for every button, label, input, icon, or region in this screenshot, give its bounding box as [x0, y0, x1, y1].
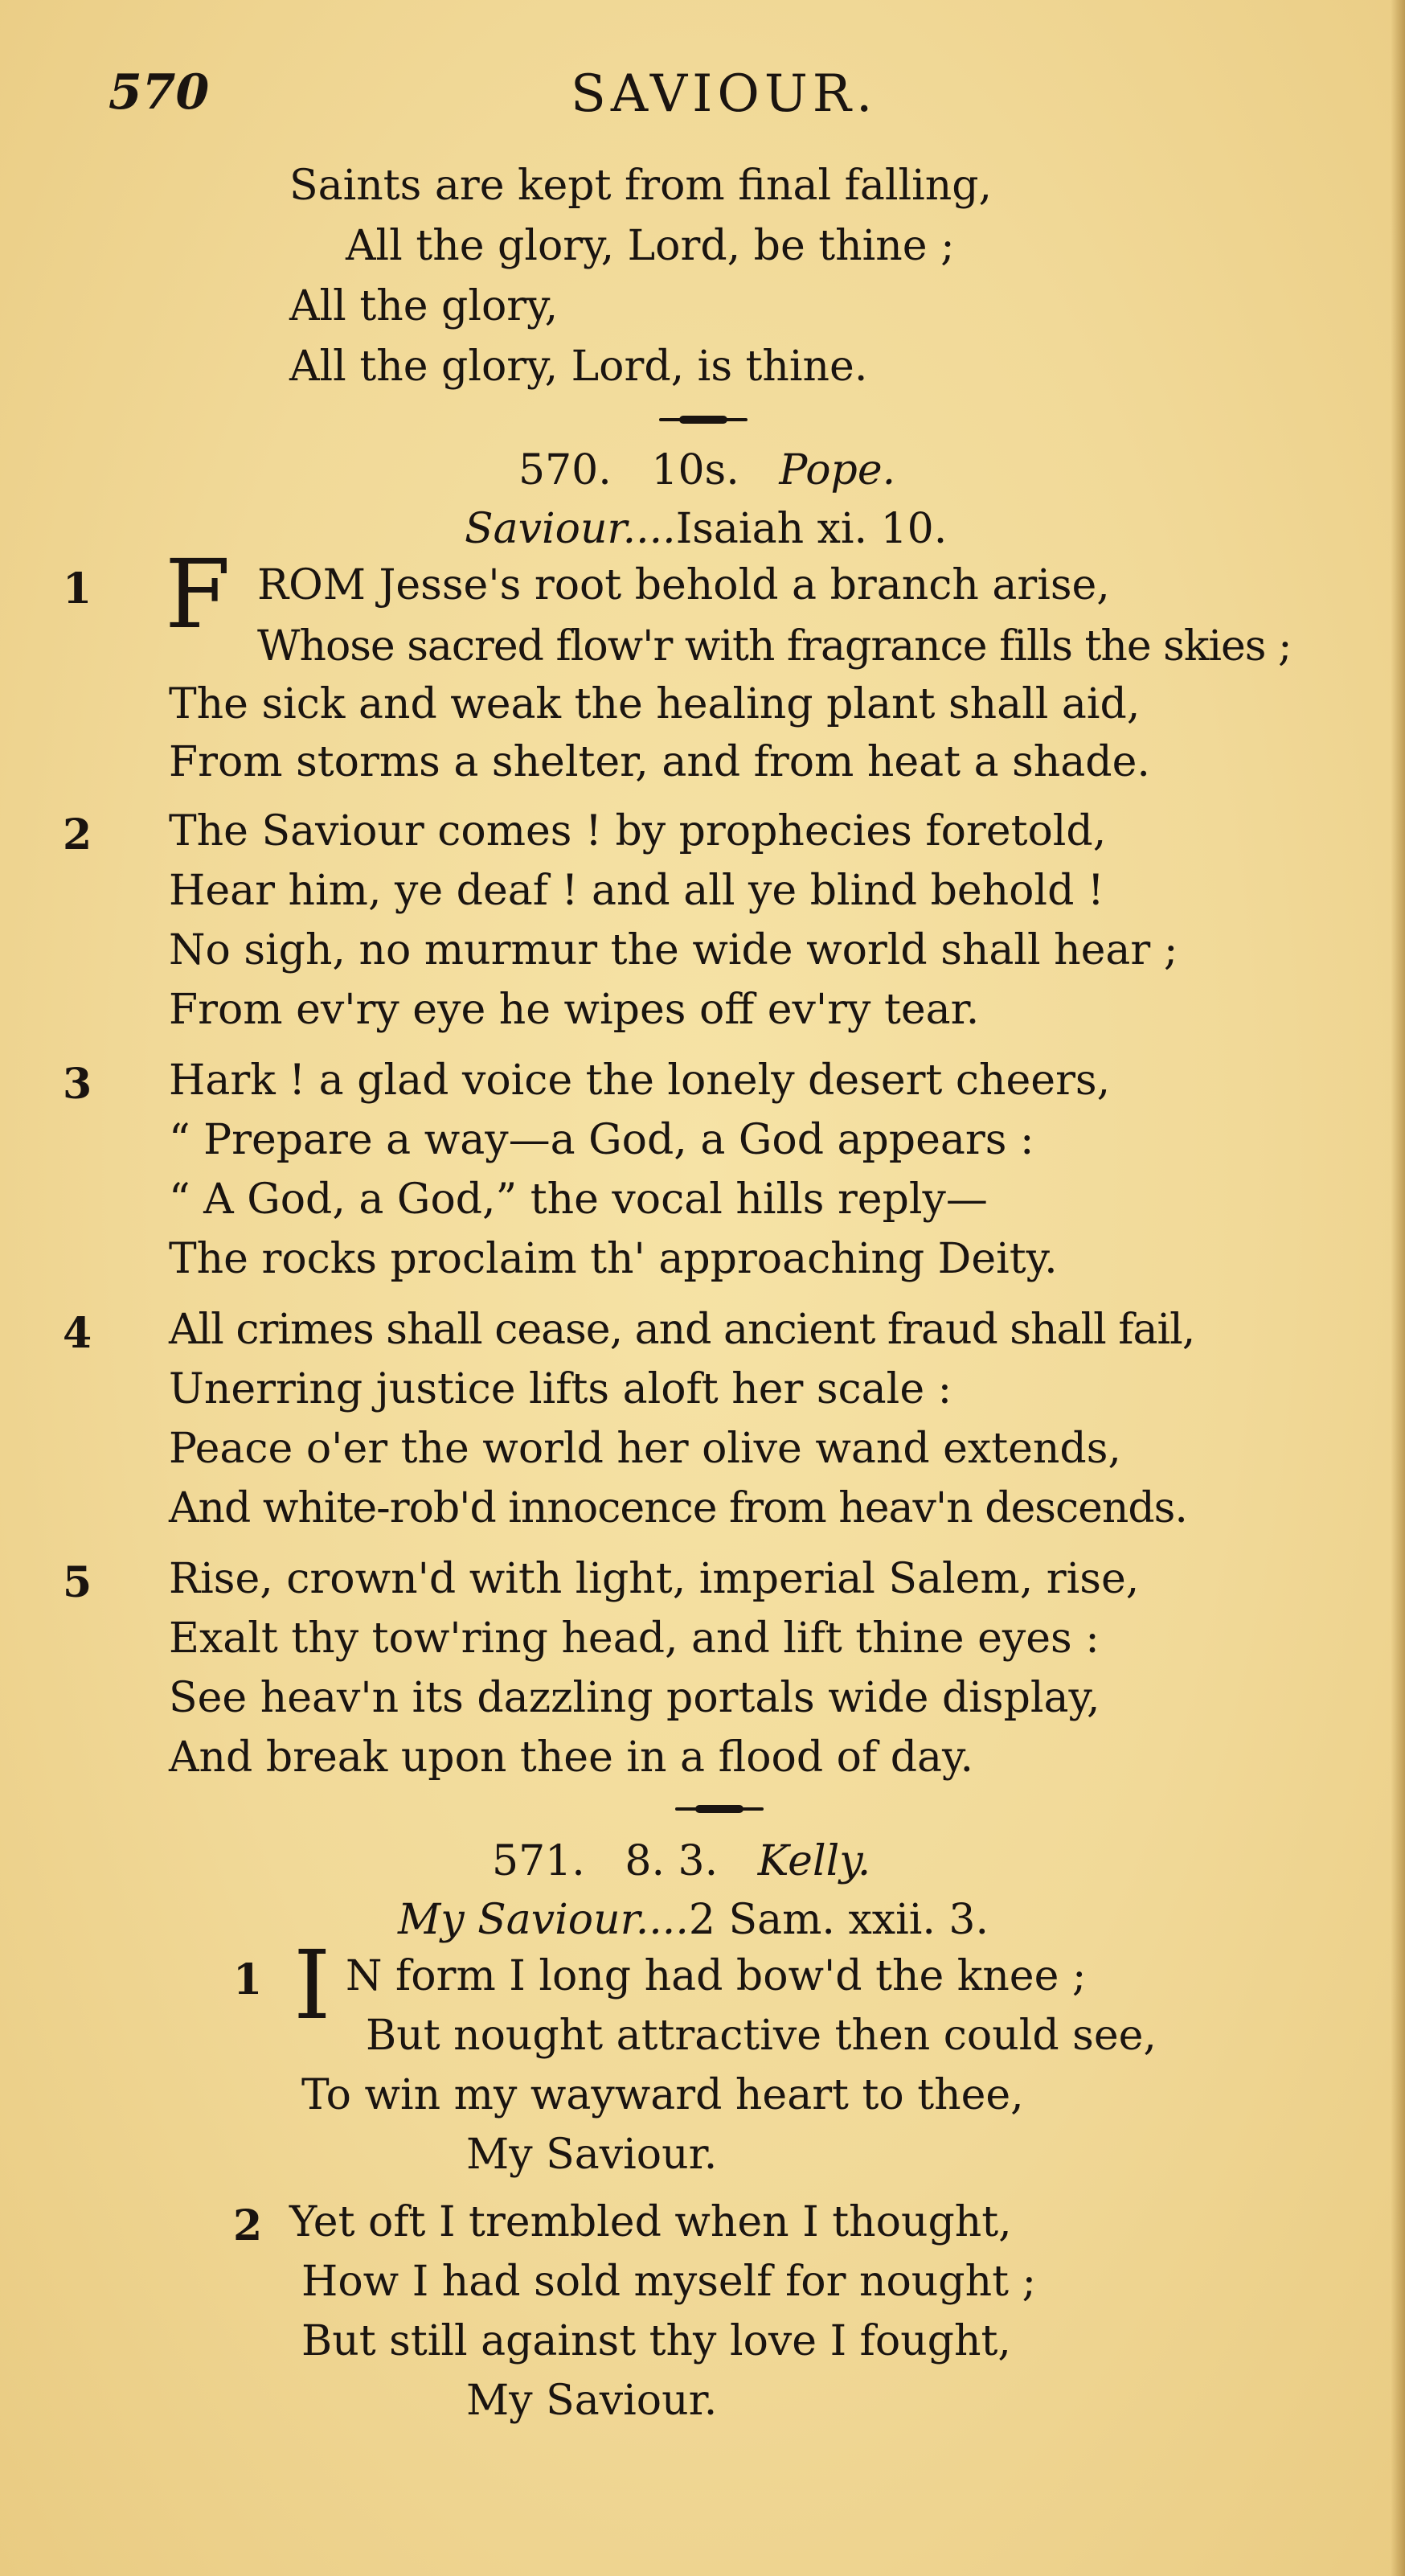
verse-number: 1 [233, 1955, 263, 2004]
previous-hymn-line: Saints are kept from final falling, [289, 162, 993, 210]
verse-line: “ Prepare a way—a God, a God appears : [169, 1116, 1034, 1164]
section-divider [675, 1807, 764, 1811]
verse-line: Rise, crown'd with light, imperial Salem, rise, [169, 1555, 1140, 1603]
verse-number: 5 [63, 1558, 92, 1607]
previous-hymn-line: All the glory, [289, 282, 559, 330]
hymn-571-subject-line [398, 1896, 989, 1944]
verse-number: 2 [233, 2201, 263, 2250]
verse-line: Yet oft I trembled when I thought, [289, 2198, 1012, 2246]
page-edge [1391, 0, 1405, 2576]
verse-line: Hear him, ye deaf ! and all ye blind behold ! [169, 867, 1104, 915]
verse-line: “ A God, a God,” the vocal hills reply— [169, 1175, 988, 1224]
verse-line: My Saviour. [466, 2377, 718, 2425]
verse-number: 3 [63, 1060, 92, 1109]
verse-line: Exalt thy tow'ring head, and lift thine eyes : [169, 1614, 1100, 1663]
verse-line: To win my wayward heart to thee, [301, 2071, 1024, 2119]
verse-number: 4 [63, 1309, 92, 1358]
verse-number: 2 [63, 810, 92, 859]
hymn-subject: Saviour.... [465, 505, 676, 553]
verse-line: Whose sacred flow'r with fragrance fills the skies ; [257, 622, 1292, 671]
verse-line: And break upon thee in a flood of day. [169, 1733, 974, 1782]
verse-line: No sigh, no murmur the wide world shall hear ; [169, 926, 1178, 974]
scripture-reference: 2 Sam. xxii. 3. [688, 1896, 989, 1944]
verse-line: But still against thy love I fought, [301, 2317, 1011, 2365]
verse-line: From storms a shelter, and from heat a shade. [169, 738, 1150, 786]
verse-line: From ev'ry eye he wipes off ev'ry tear. [169, 986, 980, 1034]
drop-cap: I [293, 1930, 331, 2041]
hymn-metre: 10s. [651, 446, 739, 494]
hymn-number: 570. [518, 446, 612, 494]
verse-line: But nought attractive then could see, [366, 2012, 1157, 2060]
hymn-metre: 8. 3. [625, 1837, 719, 1885]
verse-line: All crimes shall cease, and ancient fraud shall fail, [169, 1306, 1195, 1354]
verse-line: Peace o'er the world her olive wand extends, [169, 1425, 1121, 1473]
previous-hymn-line: All the glory, Lord, is thine. [289, 343, 868, 391]
running-title: SAVIOUR. [571, 64, 878, 124]
hymn-570-heading [518, 446, 895, 494]
hymn-number: 571. [492, 1837, 585, 1885]
verse-line: See heav'n its dazzling portals wide display, [169, 1674, 1100, 1722]
verse-line: Unerring justice lifts aloft her scale : [169, 1365, 952, 1413]
verse-line: My Saviour. [466, 2131, 718, 2179]
verse-line: Hark ! a glad voice the lonely desert cheers, [169, 1056, 1111, 1105]
verse-line: The rocks proclaim th' approaching Deity. [169, 1235, 1058, 1283]
hymn-571-heading [492, 1837, 870, 1885]
scripture-reference: Isaiah xi. 10. [675, 505, 948, 553]
verse-line: N form I long had bow'd the knee ; [346, 1952, 1087, 2000]
section-divider [659, 418, 748, 421]
previous-hymn-line: All the glory, Lord, be thine ; [346, 222, 955, 270]
hymn-570-subject-line [465, 505, 947, 553]
verse-number: 1 [63, 564, 92, 613]
verse-line: The Saviour comes ! by prophecies foretold, [169, 807, 1107, 855]
verse-line: And white-rob'd innocence from heav'n descends. [169, 1484, 1187, 1532]
drop-cap: F [165, 539, 231, 650]
verse-line: ROM Jesse's root behold a branch arise, [257, 561, 1110, 609]
hymn-author: Kelly. [757, 1837, 871, 1885]
page-number: 570 [109, 64, 210, 121]
verse-line: How I had sold myself for nought ; [301, 2258, 1037, 2306]
hymn-subject: My Saviour.... [398, 1896, 689, 1944]
verse-line: The sick and weak the healing plant shall aid, [169, 680, 1141, 728]
hymn-author: Pope. [779, 446, 896, 494]
